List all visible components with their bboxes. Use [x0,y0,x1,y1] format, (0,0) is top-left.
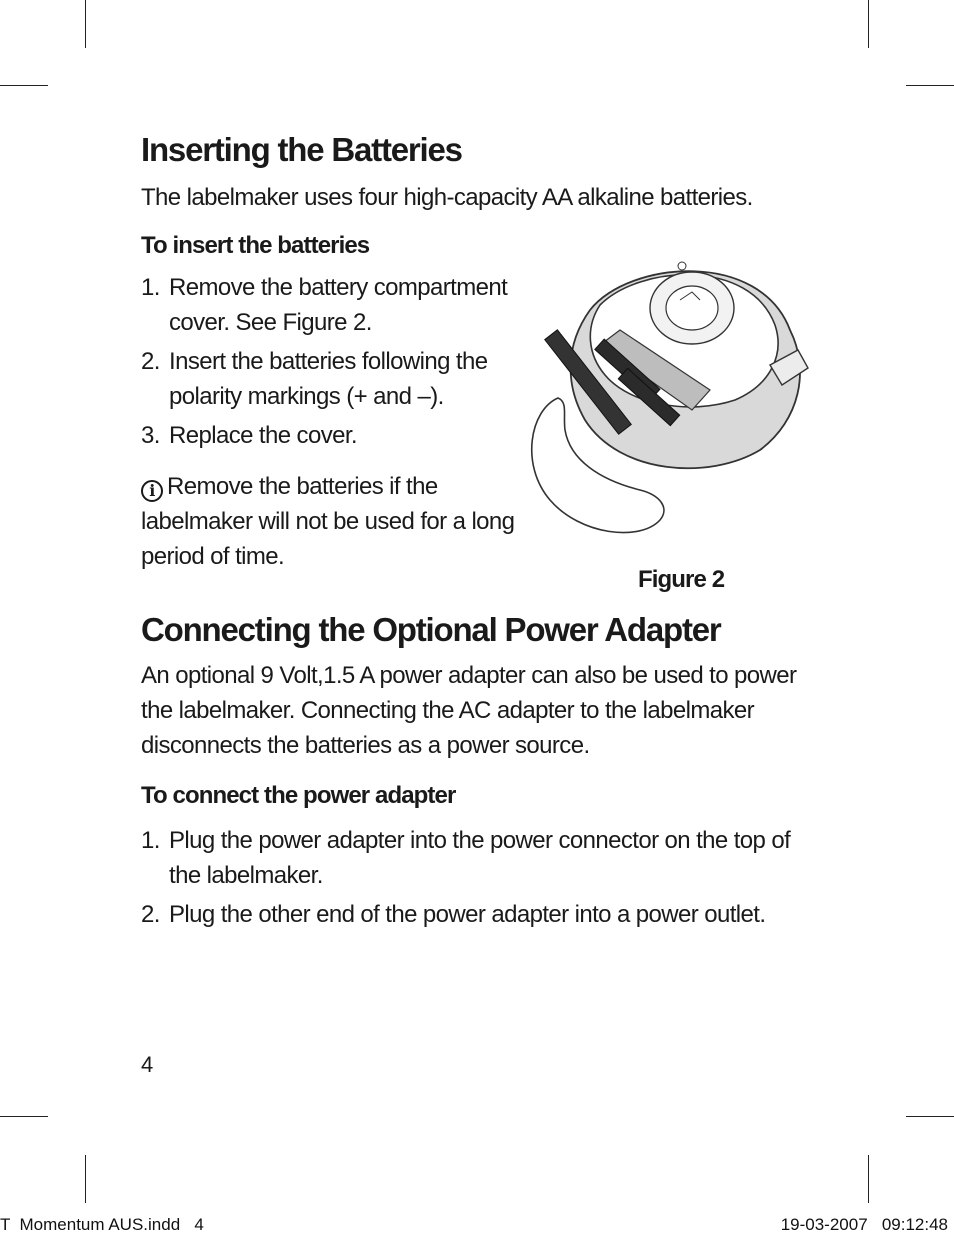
crop-mark [0,1116,48,1117]
page-number: 4 [141,1052,154,1077]
step-number: 1. [141,274,160,301]
step-text: Insert the batteries following the polarity markings (+ and –). [169,348,488,410]
crop-mark [85,0,86,48]
crop-mark [868,1155,869,1203]
section-title-batteries: Inserting the Batteries [141,131,462,168]
note-remove-batteries [141,469,521,574]
labelmaker-battery-illustration [520,250,820,550]
section-title-power-adapter: Connecting the Optional Power Adapter [141,611,721,648]
list-item [141,823,811,893]
list-item [141,897,811,932]
crop-mark [868,0,869,48]
crop-mark [906,1116,954,1117]
step-text: Remove the battery compartment cover. See Figure 2. [169,274,508,336]
step-text: Replace the cover. [169,422,357,449]
step-number: 1. [141,827,160,854]
list-item [141,344,521,414]
crop-mark [906,85,954,86]
crop-mark [85,1155,86,1203]
step-text: Plug the power adapter into the power connector on the top of the labelmaker. [169,827,791,889]
list-item [141,270,521,340]
step-number: 2. [141,348,160,375]
section-intro-batteries: The labelmaker uses four high-capacity AA alkaline batteries. [141,184,753,211]
step-number: 2. [141,901,160,928]
steps-list-batteries [141,270,521,453]
step-number: 3. [141,422,160,449]
steps-list-adapter [141,823,811,932]
info-icon: i [141,480,163,502]
crop-mark [0,85,48,86]
step-text: Plug the other end of the power adapter into a power outlet. [169,901,766,928]
subheading-connect-adapter: To connect the power adapter [141,782,456,809]
subheading-insert-batteries: To insert the batteries [141,232,370,259]
figure-caption: Figure 2 [638,566,725,593]
note-text: Remove the batteries if the labelmaker will not be used for a long period of time. [141,473,515,570]
slug-datetime: 19-03-2007 09:12:48 [780,1215,948,1234]
slug-file-info: T Momentum AUS.indd 4 [0,1215,204,1234]
section-intro-power-adapter: An optional 9 Volt,1.5 A power adapter can also be used to power the labelmaker. Connecting the AC adapter to the labelmaker disconnects the batteries as a power source. [141,662,797,759]
list-item [141,418,521,453]
